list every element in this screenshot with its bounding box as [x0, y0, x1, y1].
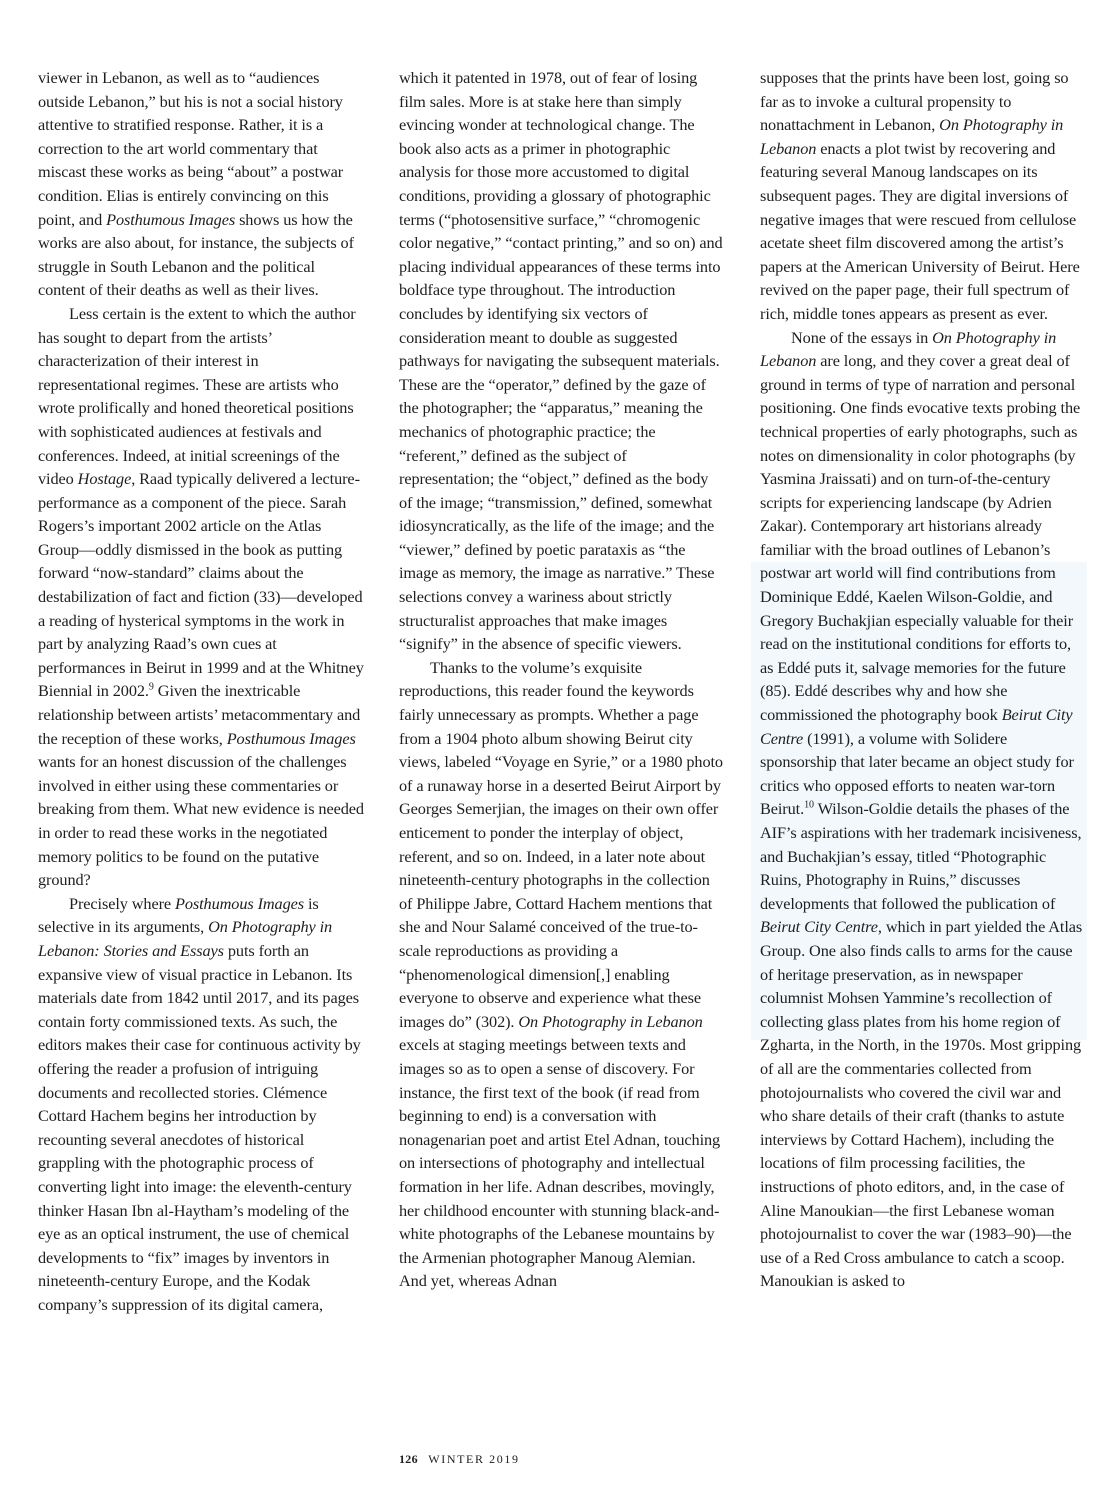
page-footer: [399, 1452, 520, 1467]
issue-label: WINTER 2019: [428, 1452, 520, 1466]
text-run: wants for an honest discussion of the challenges involved in either using these commentaries or breaking from them. What new evidence is needed in order to read these works in the negotiated memory politics to be found on the putative ground?: [38, 752, 364, 890]
italic-title: On Photography in Lebanon: [760, 115, 1064, 158]
text-run: excels at staging meetings between texts and images so as to open a sense of discovery. For instance, the first text of the book (if read from beginning to end) is a conversation with nonagenarian poet and artist Etel Adnan, touching on intersections of photography and intellectual formation in her life. Adnan describes, movingly, her childhood encounter with stunning black-and-white photographs of the Lebanese mountains by the Armenian photographer Manoug Alemian. And yet, whereas Adnan: [399, 1035, 721, 1291]
paragraph: [38, 302, 364, 892]
text-run: Thanks to the volume’s exquisite reproductions, this reader found the keywords fairly unnecessary as prompts. Whether a page from a 1904 photo album showing Beirut city views, labeled “Voyage en Syrie,” or a 1980 photo of a runaway horse in a deserted Beirut Airport by Georges Semerjian, the images on their own offer enticement to ponder the interplay of object, referent, and so on. Indeed, in a later note about nineteenth-century photographs in the collection of Philippe Jabre, Cottard Hachem mentions that she and Nour Salamé conceived of the true-to-scale reproductions as providing a “phenomenological dimension[,] enabling everyone to observe and experience what these images do” (302).: [399, 657, 723, 1031]
paragraph: [760, 66, 1086, 326]
italic-title: Beirut City Centre: [760, 705, 1073, 748]
text-run: shows us how the works are also about, for instance, the subjects of struggle in South Lebanon and the political content of their deaths as well as their lives.: [38, 209, 354, 300]
italic-title: Hostage: [77, 469, 132, 489]
text-column-1: [38, 66, 364, 1316]
text-run: viewer in Lebanon, as well as to “audiences outside Lebanon,” but his is not a social history attentive to stratified response. Rather, it is a correction to the art world commentary that miscast these works as being “about” a postwar condition. Elias is entirely convincing on this point, and: [38, 68, 344, 229]
paragraph: [38, 66, 364, 302]
text-column-3: [760, 66, 1086, 1293]
footnote-marker: 9: [148, 682, 154, 694]
text-run: are long, and they cover a great deal of ground in terms of type of narration and personal positioning. One finds evocative texts probing the technical properties of early photographs, such as notes on dimensionality in color photographs (by Yasmina Jraissati) and on turn-of-the-century scripts for experiencing landscape (by Adrien Zakar). Contemporary art historians already familiar with the broad outlines of Lebanon’s postwar art world will find contributions from Dominique Eddé, Kaelen Wilson-Goldie, and Gregory Buchakjian especially valuable for their read on the institutional conditions for efforts to, as Eddé puts it, salvage memories for the future (85). Eddé describes why and how she commissioned the photography book: [760, 351, 1081, 725]
text-run: is selective in its arguments,: [38, 893, 319, 937]
italic-title: Posthumous Images: [175, 893, 304, 913]
text-run: supposes that the prints have been lost, going so far as to invoke a cultural propensity to nonattachment in Lebanon,: [760, 68, 1069, 135]
text-run: Wilson-Goldie details the phases of the AIF’s aspirations with her trademark incisiveness, and Buchakjian’s essay, titled “Photographic Ruins, Photography in Ruins,” discusses developments that followed the publication of: [760, 799, 1082, 913]
text-run: , which in part yielded the Atlas Group. One also finds calls to arms for the cause of heritage preservation, as in newspaper columnist Mohsen Yammine’s recollection of collecting glass plates from his home region of Zgharta, in the North, in the 1970s. Most gripping of all are the commentaries collected from photojournalists who covered the civil war and who share details of their craft (thanks to astute interviews by Cottard Hachem), including the locations of film processing facilities, the instructions of photo editors, and, in the case of Aline Manoukian—the first Lebanese woman photojournalist to cover the war (1983–90)—the use of a Red Cross ambulance to catch a scoop. Manoukian is asked to: [760, 917, 1083, 1291]
italic-title: On Photography in Lebanon: [518, 1011, 703, 1031]
text-run: enacts a plot twist by recovering and featuring several Manoug landscapes on its subsequent pages. They are digital inversions of negative images that were rescued from cellulose acetate sheet film discovered among the artist’s papers at the American University of Beirut. Here revived on the paper page, their full spectrum of rich, middle tones appears as present as ever.: [760, 138, 1080, 323]
text-run: , Raad typically delivered a lecture-performance as a component of the piece. Sarah Rogers’s important 2002 article on the Atlas Group—oddly dismissed in the book as putting forward “now-standard” claims about the destabilization of fact and fiction (33)—developed a reading of hysterical symptoms in the work in part by analyzing Raad’s own cues at performances in Beirut in 1999 and at the Whitney Biennial in 2002.: [38, 469, 364, 701]
paragraph: [760, 326, 1086, 1293]
text-run: None of the essays in: [791, 327, 933, 347]
footnote-marker: 10: [804, 799, 814, 811]
paragraph: [399, 66, 725, 656]
text-column-2: [399, 66, 725, 1293]
text-run: Less certain is the extent to which the author has sought to depart from the artists’ characterization of their interest in representational regimes. These are artists who wrote prolifically and honed theoretical positions with sophisticated audiences at festivals and conferences. Indeed, at initial screenings of the video: [38, 303, 356, 489]
text-run: which it patented in 1978, out of fear of losing film sales. More is at stake here than simply evincing wonder at technological change. The book also acts as a primer in photographic analysis for those more accustomed to digital conditions, providing a glossary of photographic terms (“photosensitive surface,” “chromogenic color negative,” “contact printing,” and so on) and placing individual appearances of these terms into boldface type throughout. The introduction concludes by identifying six vectors of consideration meant to double as suggested pathways for navigating the subsequent materials. These are the “operator,” defined by the gaze of the photographer; the “apparatus,” meaning the mechanics of photographic practice; the “referent,” defined as the subject of representation; the “object,” defined as the body of the image; “transmission,” defined, somewhat idiosyncratically, as the life of the image; and the “viewer,” defined by poetic parataxis as “the image as memory, the image as narrative.” These selections convey a wariness about strictly structuralist approaches that make images “signify” in the absence of specific viewers.: [399, 68, 723, 654]
italic-title: On Photography in Lebanon: [760, 327, 1057, 371]
paragraph: [38, 892, 364, 1317]
page-number: 126: [399, 1452, 418, 1466]
italic-title: Beirut City Centre: [760, 917, 878, 937]
text-run: Given the inextricable relationship between artists’ metacommentary and the reception of these works,: [38, 681, 361, 748]
italic-title: On Photography in Lebanon: Stories and Essays: [38, 917, 333, 960]
text-run: Precisely where: [69, 893, 175, 913]
italic-title: Posthumous Images: [106, 209, 236, 229]
text-run: (1991), a volume with Solidere sponsorship that later became an object study for critics who opposed efforts to neaten war-torn Beirut.: [760, 728, 1074, 819]
italic-title: Posthumous Images: [226, 728, 356, 748]
paragraph: [399, 656, 725, 1293]
text-run: puts forth an expansive view of visual practice in Lebanon. Its materials date from 1842 until 2017, and its pages contain forty commissioned texts. As such, the editors makes their case for continuous activity by offering the reader a profusion of intriguing documents and recollected stories. Clémence Cottard Hachem begins her introduction by recounting several anecdotes of historical grappling with the photographic process of converting light into image: the eleventh-century thinker Hasan Ibn al-Haytham’s modeling of the eye as an optical instrument, the use of chemical developments to “fix” images by inventors in nineteenth-century Europe, and the Kodak company’s suppression of its digital camera,: [38, 940, 361, 1314]
